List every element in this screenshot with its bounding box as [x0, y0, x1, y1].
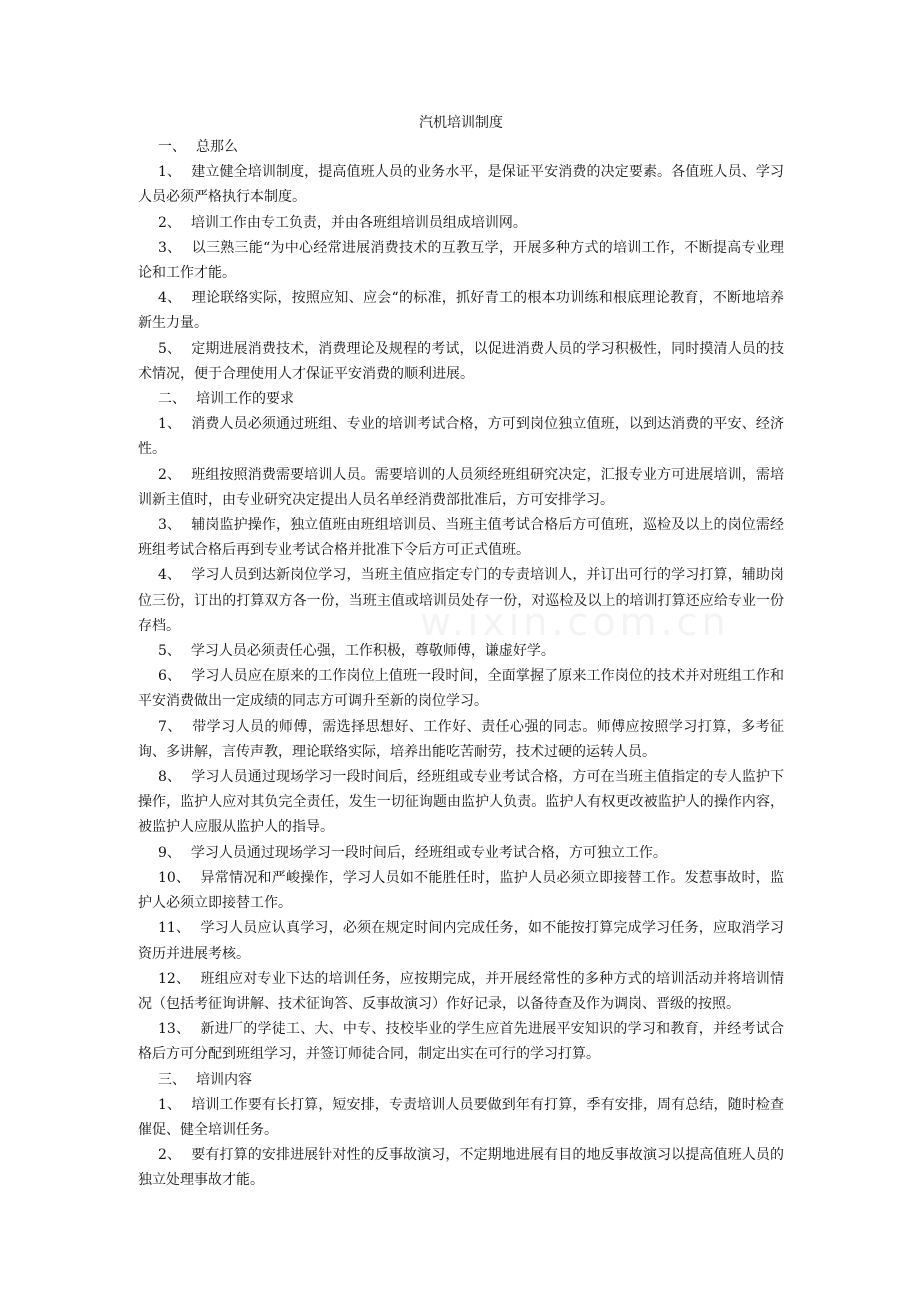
item-text: 学习人员应在原来的工作岗位上值班一段时间，全面掌握了原来工作岗位的技术并对班组工作和平安消费做出一定成绩的同志方可调升至新的岗位学习。 — [138, 668, 784, 710]
item-text: 学习人员应认真学习，必须在规定时间内完成任务，如不能按打算完成学习任务，应取消学习资历并进展考核。 — [138, 920, 784, 962]
item-number: 2、 — [158, 466, 182, 483]
item-number: 8、 — [158, 769, 182, 786]
numbered-paragraph — [138, 337, 784, 387]
numbered-paragraph — [138, 841, 784, 866]
numbered-paragraph — [138, 160, 784, 210]
numbered-paragraph — [138, 286, 784, 336]
numbered-paragraph — [138, 866, 784, 916]
numbered-paragraph — [138, 463, 784, 513]
numbered-paragraph — [138, 1093, 784, 1143]
item-text: 培训工作的要求 — [196, 391, 294, 408]
numbered-paragraph — [138, 236, 784, 286]
item-text: 培训内容 — [196, 1071, 252, 1088]
item-number: 1、 — [158, 164, 182, 181]
item-text: 学习人员通过现场学习一段时间后，经班组或专业考试合格，方可在当班主值指定的专人监护下操作，监护人应对其负完全责任，发生一切征询题由监护人负责。监护人有权更改被监护人的操作内容，被监护人应服从监护人的指导。 — [138, 769, 784, 836]
numbered-paragraph — [138, 513, 784, 563]
numbered-paragraph — [138, 916, 784, 966]
numbered-paragraph — [138, 715, 784, 765]
section-heading — [138, 135, 784, 160]
item-number: 二、 — [158, 391, 186, 408]
item-text: 总那么 — [196, 139, 238, 155]
numbered-paragraph — [138, 967, 784, 1017]
item-text: 要有打算的安排进展针对性的反事故演习，不定期地进展有目的地反事故演习以提高值班人员的独立处理事故才能。 — [138, 1147, 784, 1189]
numbered-paragraph — [138, 563, 784, 639]
item-text: 带学习人员的师傅，需选择思想好、工作好、责任心强的同志。师傅应按照学习打算，多考征询、多讲解，言传声教，理论联络实际，培养出能吃苦耐劳，技术过硬的运转人员。 — [138, 718, 784, 760]
item-number: 2、 — [158, 1147, 182, 1164]
document-title: 汽机培训制度 — [419, 115, 503, 131]
item-number: 1、 — [158, 416, 182, 433]
numbered-paragraph — [138, 412, 784, 462]
numbered-paragraph — [138, 1143, 784, 1193]
item-text: 异常情况和严峻操作，学习人员如不能胜任时，监护人员必须立即接替工作。发惹事故时，监护人必须立即接替工作。 — [138, 869, 784, 912]
item-text: 建立健全培训制度，提高值班人员的业务水平，是保证平安消费的决定要素。各值班人员、学习人员必须严格执行本制度。 — [138, 164, 784, 206]
numbered-paragraph — [138, 765, 784, 841]
item-number: 三、 — [158, 1071, 186, 1088]
item-number: 6、 — [158, 668, 182, 685]
numbered-paragraph — [138, 639, 784, 664]
item-number: 11、 — [158, 920, 191, 937]
item-number: 一、 — [158, 139, 186, 155]
section-heading — [138, 1068, 784, 1093]
item-number: 1、 — [158, 1096, 182, 1113]
document-body — [138, 135, 784, 1194]
item-text: 以三熟三能“为中心经常进展消费技术的互教互学，开展多种方式的培训工作，不断提高专业理论和工作才能。 — [138, 239, 784, 282]
item-text: 学习人员到达新岗位学习，当班主值应指定专门的专责培训人，并订出可行的学习打算，辅助岗位三份，订出的打算双方各一份，当班主值或培训员处存一份，对巡检及以上的培训打算还应给专业一份存档。 — [138, 567, 784, 634]
item-text: 辅岗监护操作，独立值班由班组培训员、当班主值考试合格后方可值班，巡检及以上的岗位需经班组考试合格后再到专业考试合格并批准下令后方可正式值班。 — [138, 517, 784, 559]
item-text: 班组应对专业下达的培训任务，应按期完成，并开展经常性的多种方式的培训活动并将培训情况（包括考征询讲解、技术征询答、反事故演习）作好记录，以备待查及作为调岗、晋级的按照。 — [138, 970, 784, 1012]
item-number: 3、 — [158, 517, 182, 534]
item-text: 学习人员必须责任心强，工作积极，尊敬师傅，谦虚好学。 — [190, 643, 555, 660]
item-number: 5、 — [158, 340, 182, 357]
item-number: 10、 — [158, 869, 191, 886]
item-number: 9、 — [158, 844, 181, 861]
item-number: 13、 — [158, 1021, 191, 1038]
item-number: 4、 — [158, 567, 182, 584]
item-number: 4、 — [158, 290, 182, 307]
numbered-paragraph — [138, 1017, 784, 1067]
item-text: 培训工作要有长打算，短安排，专责培训人员要做到年有打算，季有安排，周有总结，随时检查催促、健全培训任务。 — [138, 1096, 784, 1138]
item-number: 5、 — [158, 643, 181, 660]
numbered-paragraph — [138, 211, 784, 236]
item-text: 定期进展消费技术，消费理论及规程的考试，以促进消费人员的学习积极性，同时摸清人员的技术情况，便于合理使用人才保证平安消费的顺利进展。 — [138, 340, 784, 382]
item-text: 理论联络实际，按照应知、应会“的标准，抓好青工的根本功训练和根底理论教育，不断地培养新生力量。 — [138, 290, 784, 332]
item-text: 学习人员通过现场学习一段时间后，经班组或专业考试合格，方可独立工作。 — [190, 844, 667, 861]
item-number: 3、 — [158, 239, 182, 256]
item-number: 12、 — [158, 970, 191, 987]
item-number: 7、 — [158, 718, 182, 735]
section-heading — [138, 387, 784, 412]
item-text: 消费人员必须通过班组、专业的培训考试合格，方可到岗位独立值班，以到达消费的平安、经济性。 — [138, 416, 784, 458]
item-number: 2、 — [158, 214, 181, 231]
item-text: 班组按照消费需要培训人员。需要培训的人员须经班组研究决定，汇报专业方可进展培训，需培训新主值时，由专业研究决定提出人员名单经消费部批准后，方可安排学习。 — [138, 466, 784, 508]
document-page — [138, 113, 784, 1194]
item-text: 新进厂的学徒工、大、中专、技校毕业的学生应首先进展平安知识的学习和教育，并经考试合格后方可分配到班组学习，并签订师徒合同，制定出实在可行的学习打算。 — [138, 1021, 784, 1063]
numbered-paragraph — [138, 664, 784, 714]
item-text: 培训工作由专工负责，并由各班组培训员组成培训网。 — [190, 214, 527, 231]
